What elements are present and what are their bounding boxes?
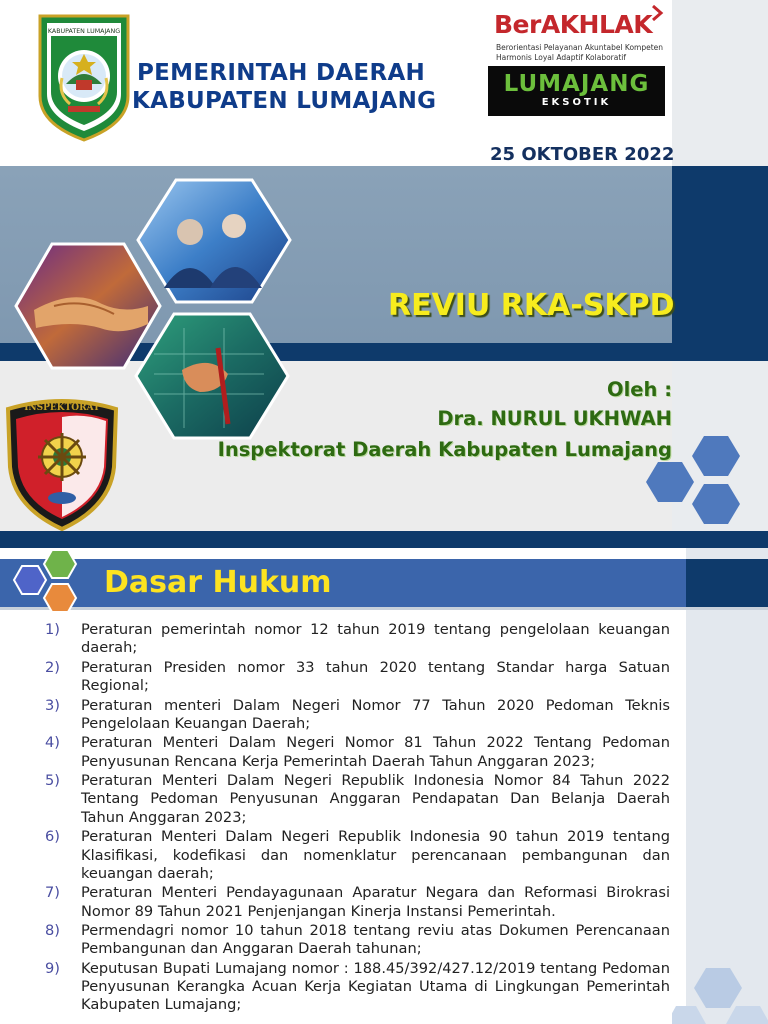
- right-accent-strip: [686, 548, 768, 1024]
- list-item-number: 8): [45, 922, 60, 940]
- berakhlak-logo: [494, 10, 666, 62]
- list-item: [30, 621, 670, 658]
- heading-bar-accent: [686, 559, 768, 607]
- list-item: [30, 659, 670, 696]
- author-institution: Inspektorat Daerah Kabupaten Lumajang: [217, 438, 672, 461]
- presentation-date: 25 OKTOBER 2022: [490, 144, 675, 165]
- inspektorat-badge-logo: [2, 395, 122, 531]
- right-accent-dark: [672, 166, 768, 361]
- list-item-text: Peraturan Menteri Dalam Negeri Republik Indonesia Nomor 84 Tahun 2022 Tentang Pedoman Penyusunan Anggaran Pendapatan Dan Belanja Daerah Tahun Anggaran 2023;: [81, 772, 670, 826]
- list-item: [30, 734, 670, 771]
- chevron-right-icon: [650, 4, 664, 22]
- section-heading: Dasar Hukum: [104, 565, 332, 600]
- heading-divider: [0, 607, 768, 610]
- list-item-number: 9): [45, 959, 60, 977]
- slide-bottom-bar: [0, 531, 768, 548]
- pemda-lumajang-logo: [36, 12, 132, 142]
- list-item-number: 1): [45, 621, 60, 638]
- list-item-text: Peraturan Menteri Dalam Negeri Republik Indonesia 90 tahun 2019 tentang Klasifikasi, kodefikasi dan nomenklatur perencanaan pembangunan dan keuangan daerah;: [81, 828, 670, 882]
- colored-hexagons-icon: [10, 548, 90, 618]
- org-name-line2: KABUPATEN LUMAJANG: [132, 88, 437, 114]
- business-people-hex: [138, 180, 290, 302]
- berakhlak-values-line1: Berorientasi Pelayanan Akuntabel Kompeten: [496, 43, 664, 52]
- list-item-text: Peraturan pemerintah nomor 12 tahun 2019 tentang pengelolaan keuangan daerah;: [81, 621, 670, 657]
- list-item-number: 3): [45, 696, 60, 714]
- list-item-text: Peraturan Presiden nomor 33 tahun 2020 tentang Standar harga Satuan Regional;: [81, 658, 670, 695]
- list-item-number: 6): [45, 828, 60, 846]
- list-item-text: Keputusan Bupati Lumajang nomor : 188.45/392/427.12/2019 tentang Pedoman Penyusunan Kerangka Acuan Kerja Kegiatan Utama di Lingkungan Pemerintah Kabupaten Lumajang;: [81, 959, 670, 1014]
- list-item: [30, 884, 670, 921]
- list-item-text: Peraturan Menteri Pendayagunaan Aparatur Negara dan Reformasi Birokrasi Nomor 89 Tahun 2021 Penjenjangan Kinerja Instansi Pemerintah.: [81, 884, 670, 920]
- presentation-title: REVIU RKA-SKPD: [388, 288, 675, 323]
- handshake-hex: [16, 244, 160, 368]
- berakhlak-values-line2: Harmonis Loyal Adaptif Kolaboratif: [496, 53, 627, 62]
- heading-bar: [0, 559, 686, 607]
- pen-writing-hex: [136, 314, 288, 438]
- list-item-number: 5): [45, 772, 60, 790]
- decorative-hexagons: [672, 966, 768, 1024]
- decorative-hexagons: [644, 432, 744, 528]
- list-item: [30, 922, 670, 959]
- org-name-line1: PEMERINTAH DAERAH: [137, 60, 426, 86]
- list-item-text: Permendagri nomor 10 tahun 2018 tentang reviu atas Dokumen Perencanaan Pembangunan dan Anggaran Daerah tahunan;: [81, 922, 670, 958]
- logo-caption: KABUPATEN LUMAJANG: [47, 28, 121, 35]
- list-item: [30, 828, 670, 883]
- by-label: Oleh :: [607, 378, 672, 401]
- author-name: Dra. NURUL UKHWAH: [437, 407, 672, 430]
- lumajang-logo-title: LUMAJANG: [503, 71, 650, 97]
- lumajang-logo-subtitle: EKSOTIK: [541, 97, 612, 108]
- legal-basis-slide: [0, 548, 768, 1024]
- legal-basis-list: [30, 621, 670, 1016]
- list-item-number: 7): [45, 884, 60, 902]
- lumajang-eksotik-logo: [488, 66, 665, 116]
- list-item-text: Peraturan menteri Dalam Negeri Nomor 77 Tahun 2020 Pedoman Teknis Pengelolaan Keuangan Daerah;: [81, 696, 670, 732]
- list-item: [30, 772, 670, 827]
- list-item-text: Peraturan Menteri Dalam Negeri Nomor 81 Tahun 2022 Tentang Pedoman Penyusunan Rencana Kerja Pemerintah Daerah Tahun Anggaran 2023;: [81, 734, 670, 770]
- list-item: [30, 960, 670, 1015]
- berakhlak-title: BerAKHLAK: [494, 10, 653, 39]
- list-item: [30, 697, 670, 734]
- badge-caption: INSPEKTORAT: [24, 403, 100, 413]
- list-item-number: 4): [45, 734, 60, 752]
- list-item-number: 2): [45, 658, 60, 676]
